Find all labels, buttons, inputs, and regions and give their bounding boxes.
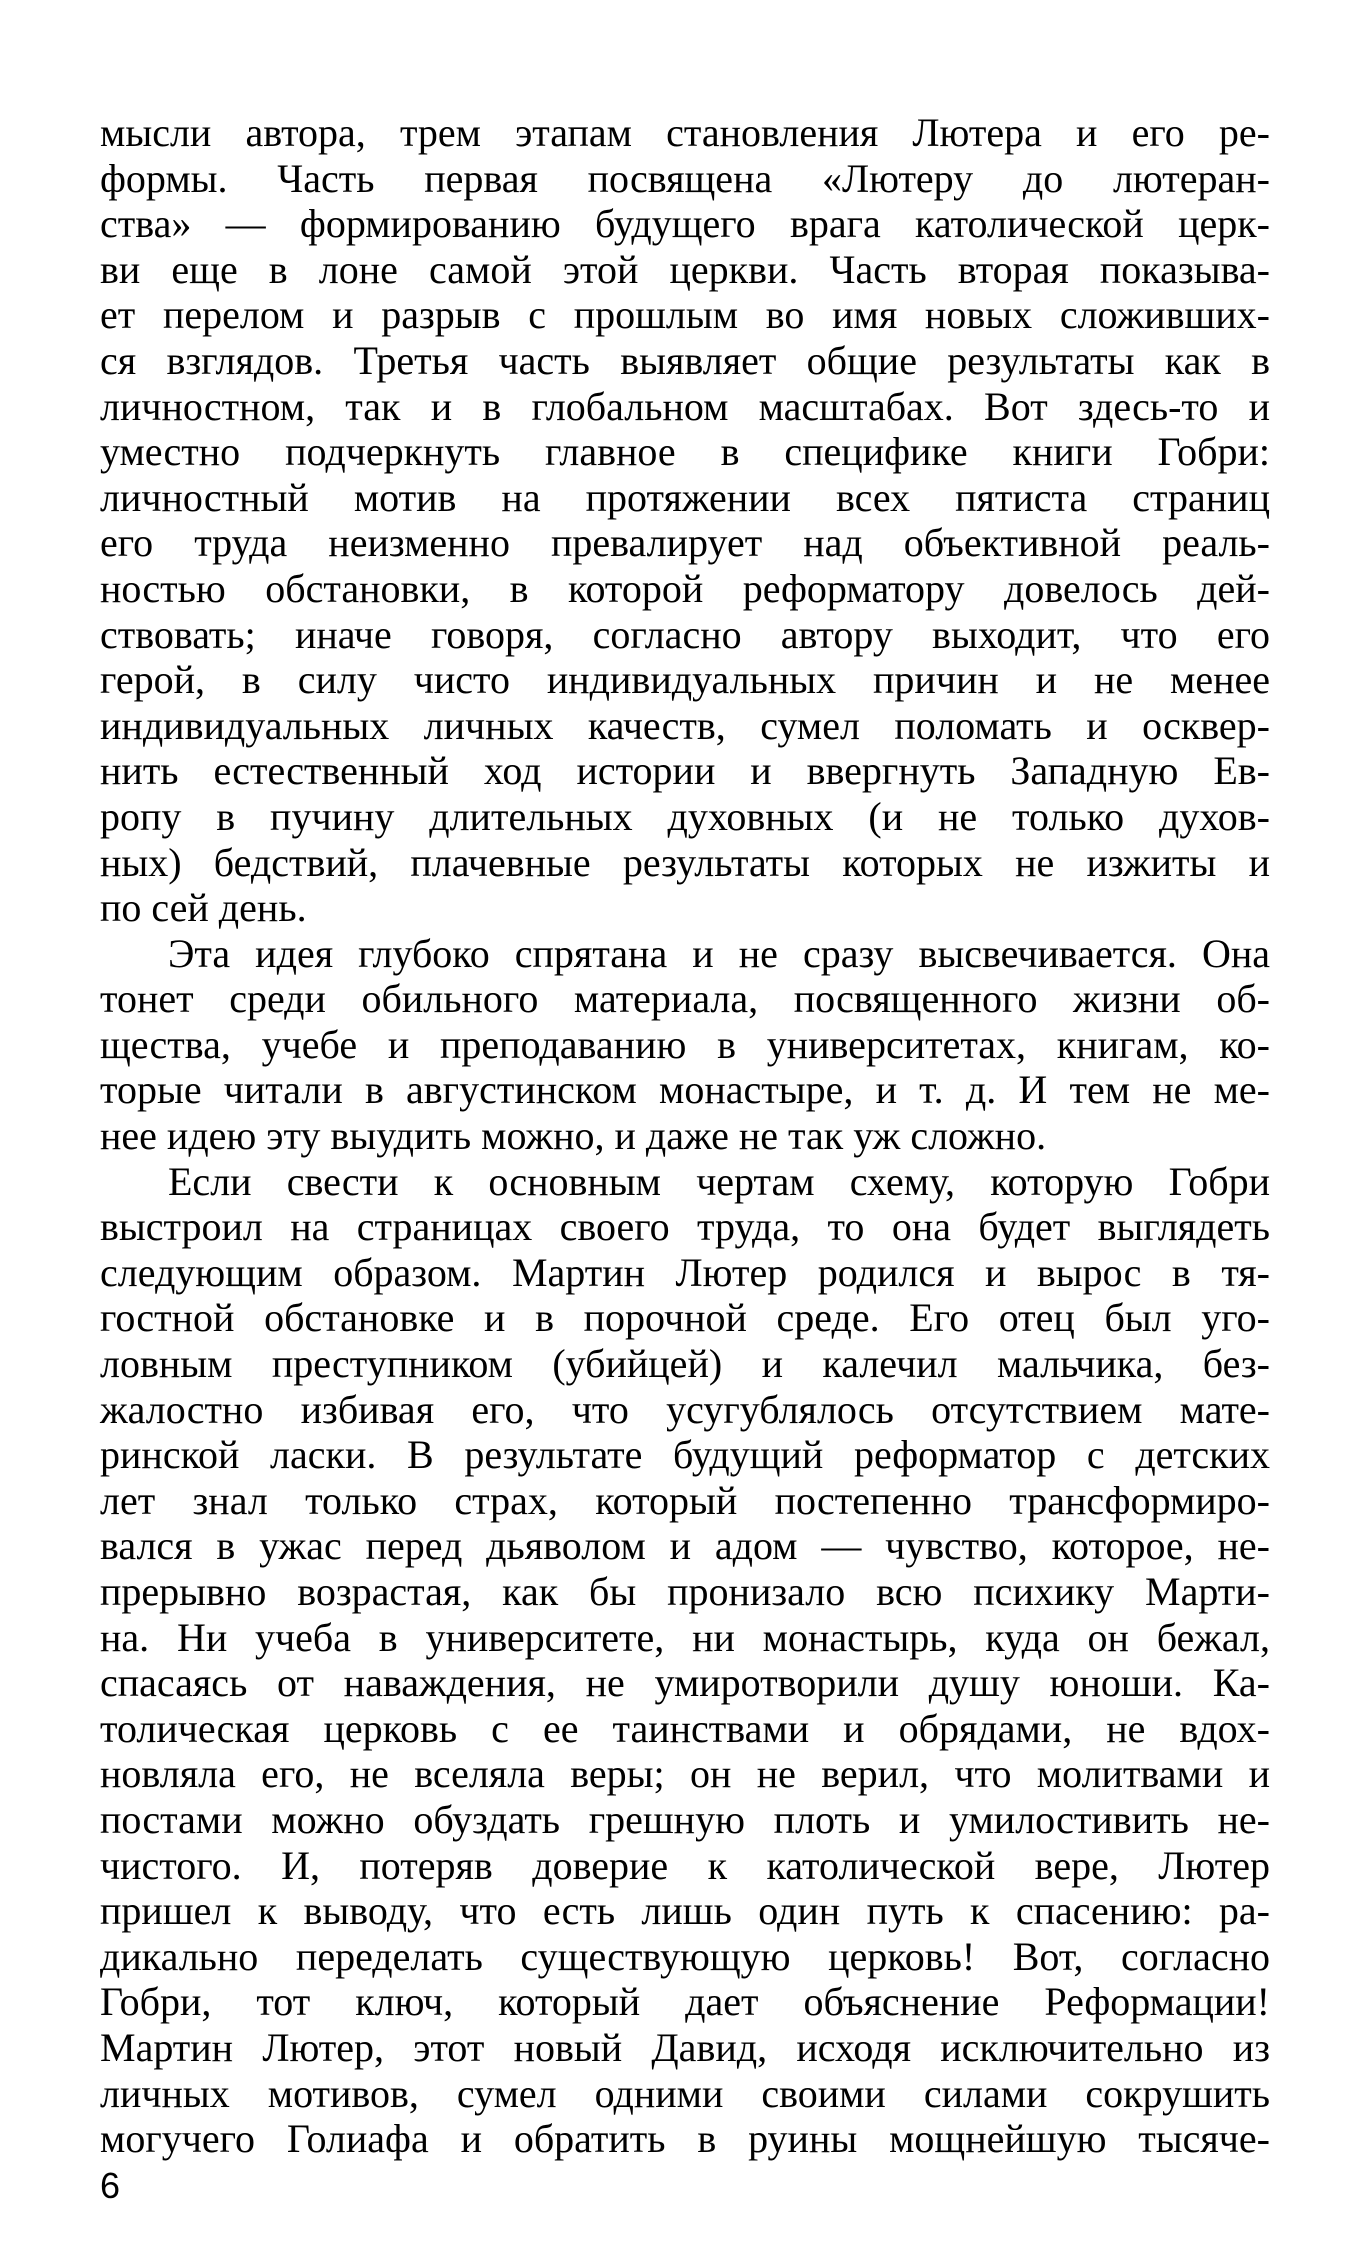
text-line: прерывно возрастая, как бы пронизало всю психику Марти- (100, 1569, 1270, 1614)
text-line: тонет среди обильного материала, посвященного жизни об- (100, 976, 1270, 1022)
text-line: новляла его, не вселяла веры; он не верил, что молитвами и (100, 1751, 1270, 1797)
text-line: дикально переделать существующую церковь! Вот, согласно (100, 1933, 1270, 1979)
text-line: ства» — формированию будущего врага католической церк- (100, 201, 1270, 247)
text-line: личных мотивов, сумел одними своими силами сокрушить (100, 2070, 1270, 2116)
text-line: нить естественный ход истории и ввергнуть Западную Ев- (100, 748, 1270, 794)
text-line: могучего Голиафа и обратить в руины мощнейшую тысяче- (100, 2116, 1270, 2162)
text-line: по сей день. (100, 885, 307, 931)
text-line: ропу в пучину длительных духовных (и не только духов- (100, 793, 1270, 839)
text-line: торые читали в августинском монастыре, и т. д. И тем не ме- (100, 1067, 1270, 1113)
text-line: личностный мотив на протяжении всех пятиста страниц (100, 474, 1270, 520)
text-line: индивидуальных личных качеств, сумел поломать и осквер- (100, 702, 1270, 748)
text-line: ринской ласки. В результате будущий реформатор с детских (100, 1432, 1270, 1478)
text-line: спасаясь от наваждения, не умиротворили душу юноши. Ка- (100, 1660, 1270, 1706)
text-line: ся взглядов. Третья часть выявляет общие результаты как в (100, 337, 1270, 383)
text-line: жалостно избивая его, что усугублялось отсутствием мате- (100, 1386, 1270, 1432)
text-line: щества, учебе и преподаванию в университетах, книгам, ко- (100, 1021, 1270, 1067)
text-line: ствовать; иначе говоря, согласно автору выходит, что его (100, 611, 1270, 657)
text-line: на. Ни учеба в университете, ни монастырь, куда он бежал, (100, 1614, 1270, 1660)
text-line: выстроил на страницах своего труда, то она будет выглядеть (100, 1204, 1270, 1250)
text-line: ет перелом и разрыв с прошлым во имя новых сложивших- (100, 292, 1270, 338)
text-line: его труда неизменно превалирует над объективной реаль- (100, 520, 1270, 566)
text-line: толическая церковь с ее таинствами и обрядами, не вдох- (100, 1705, 1270, 1751)
page-number: 6 (100, 2165, 121, 2206)
text-line: Мартин Лютер, этот новый Давид, исходя исключительно из (100, 2024, 1270, 2070)
text-line: ностью обстановки, в которой реформатору довелось дей- (100, 565, 1270, 611)
text-line: формы. Часть первая посвящена «Лютеру до лютеран- (100, 155, 1270, 201)
text-line: постами можно обуздать грешную плоть и умилостивить не- (100, 1796, 1270, 1842)
text-line: уместно подчеркнуть главное в специфике книги Гобри: (100, 429, 1270, 475)
text-line: ловным преступником (убийцей) и калечил мальчика, без- (100, 1341, 1270, 1387)
text-line: герой, в силу чисто индивидуальных причин и не менее (100, 657, 1270, 703)
body-text (100, 110, 1270, 2162)
text-line: Эта идея глубоко спрятана и не сразу высвечивается. Она (168, 930, 1270, 976)
text-line: мысли автора, трем этапам становления Лютера и его ре- (100, 110, 1270, 155)
text-line: вался в ужас перед дьяволом и адом — чувство, которое, не- (100, 1523, 1270, 1569)
text-line: Гобри, тот ключ, который дает объяснение Реформации! (100, 1979, 1270, 2025)
text-line: лет знал только страх, который постепенно трансформиро- (100, 1477, 1270, 1523)
text-line: ви еще в лоне самой этой церкви. Часть вторая показыва- (100, 246, 1270, 292)
text-line: пришел к выводу, что есть лишь один путь к спасению: ра- (100, 1888, 1270, 1934)
text-line: гостной обстановке и в порочной среде. Его отец был уго- (100, 1295, 1270, 1341)
text-line: чистого. И, потеряв доверие к католической вере, Лютер (100, 1842, 1270, 1888)
text-line: личностном, так и в глобальном масштабах. Вот здесь-то и (100, 383, 1270, 429)
text-line: ных) бедствий, плачевные результаты которых не изжиты и (100, 839, 1270, 885)
text-line: нее идею эту выудить можно, и даже не так уж сложно. (100, 1113, 1047, 1159)
text-line: Если свести к основным чертам схему, которую Гобри (168, 1158, 1270, 1204)
text-line: следующим образом. Мартин Лютер родился и вырос в тя- (100, 1249, 1270, 1295)
